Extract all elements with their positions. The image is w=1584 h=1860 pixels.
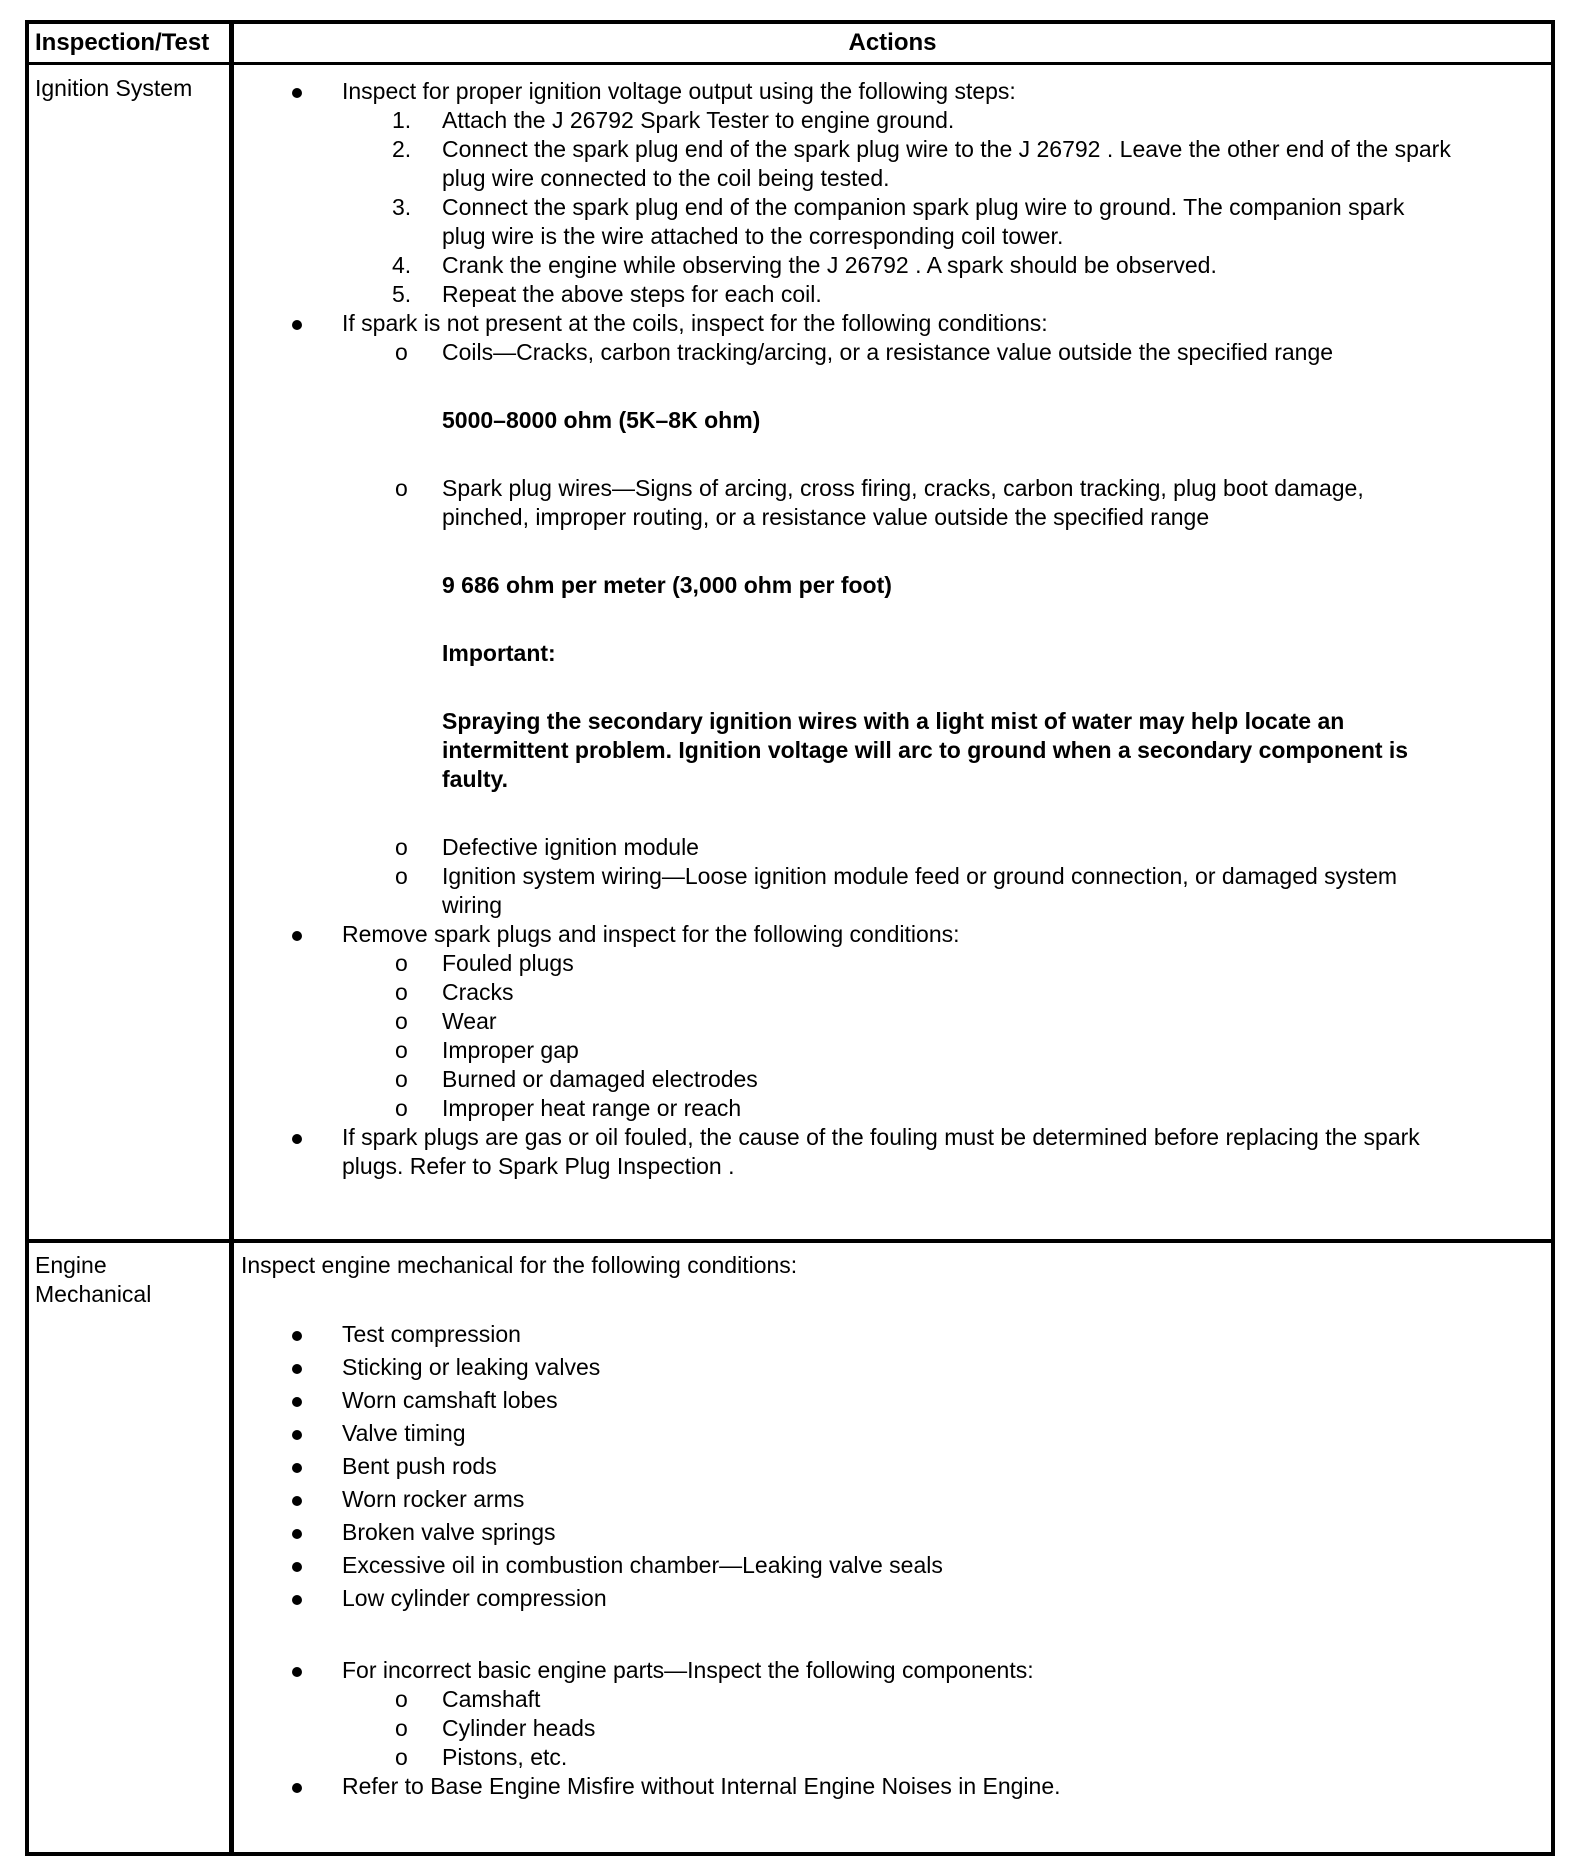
row-divider (29, 1239, 1551, 1243)
sub-item-text: Wear (442, 1008, 497, 1034)
sub-item-text: Fouled plugs (442, 950, 574, 976)
sub-bullet-icon: o (395, 979, 408, 1005)
step-number: 1. (392, 107, 412, 133)
bullet-icon (292, 1562, 302, 1572)
bullet-text: If spark plugs are gas or oil fouled, the cause of the fouling must be determined before replacing the spark (342, 1124, 1420, 1150)
sub-bullet-icon: o (395, 950, 408, 976)
sub-bullet-icon: o (395, 1686, 408, 1712)
inspection-table (25, 20, 1555, 1856)
bullet-text: Worn camshaft lobes (342, 1387, 558, 1413)
step-text: Connect the spark plug end of the companion spark plug wire to ground. The companion spark (442, 194, 1405, 220)
sub-item-text: Pistons, etc. (442, 1744, 568, 1770)
bullet-text: plugs. Refer to Spark Plug Inspection . (342, 1153, 735, 1179)
bullet-icon (292, 1397, 302, 1407)
sub-item-text: Burned or damaged electrodes (442, 1066, 758, 1092)
step-text: Attach the J 26792 Spark Tester to engine ground. (442, 107, 955, 133)
important-text: intermittent problem. Ignition voltage will arc to ground when a secondary component is (442, 737, 1409, 763)
bullet-icon (292, 1463, 302, 1473)
bullet-text: Worn rocker arms (342, 1486, 525, 1512)
sub-item-text: Coils—Cracks, carbon tracking/arcing, or a resistance value outside the specified range (442, 339, 1334, 365)
sub-bullet-icon: o (395, 1744, 408, 1770)
bullet-text: Remove spark plugs and inspect for the following conditions: (342, 921, 960, 947)
bullet-icon (292, 1134, 302, 1144)
bullet-icon (292, 1529, 302, 1539)
header-inspection-test: Inspection/Test (35, 29, 210, 56)
sub-bullet-icon: o (395, 1037, 408, 1063)
row-label-ignition-system: Ignition System (35, 75, 193, 101)
bullet-text: Sticking or leaking valves (342, 1354, 601, 1380)
header-divider (29, 62, 1551, 65)
bullet-text: Broken valve springs (342, 1519, 556, 1545)
step-text: plug wire is the wire attached to the corresponding coil tower. (442, 223, 1064, 249)
bullet-icon (292, 1783, 302, 1793)
sub-bullet-icon: o (395, 1715, 408, 1741)
sub-item-text: Improper heat range or reach (442, 1095, 742, 1121)
sub-item-text: Cylinder heads (442, 1715, 596, 1741)
sub-bullet-icon: o (395, 834, 408, 860)
sub-item-text: pinched, improper routing, or a resistance value outside the specified range (442, 504, 1210, 530)
row-label-engine-mechanical (35, 1251, 225, 1309)
bullet-text: Inspect for proper ignition voltage output using the following steps: (342, 78, 1016, 104)
important-text: Spraying the secondary ignition wires with a light mist of water may help locate an (442, 708, 1345, 734)
step-number: 4. (392, 252, 412, 278)
sub-item-text: Ignition system wiring—Loose ignition module feed or ground connection, or damaged system (442, 863, 1398, 889)
bullet-icon (292, 1364, 302, 1374)
bullet-text: Bent push rods (342, 1453, 497, 1479)
step-text: Crank the engine while observing the J 26792 . A spark should be observed. (442, 252, 1217, 278)
sub-item-text: Defective ignition module (442, 834, 699, 860)
sub-bullet-icon: o (395, 863, 408, 889)
bullet-text: For incorrect basic engine parts—Inspect the following components: (342, 1657, 1034, 1683)
step-number: 2. (392, 136, 412, 162)
bullet-icon (292, 1496, 302, 1506)
bullet-icon (292, 931, 302, 941)
sub-item-text: Improper gap (442, 1037, 579, 1063)
spec-value: 9 686 ohm per meter (3,000 ohm per foot) (442, 572, 892, 598)
bullet-icon (292, 88, 302, 98)
bullet-text: Refer to Base Engine Misfire without Internal Engine Noises in Engine. (342, 1773, 1061, 1799)
step-number: 3. (392, 194, 412, 220)
bullet-text: Excessive oil in combustion chamber—Leaking valve seals (342, 1552, 943, 1578)
column-divider (229, 24, 234, 1852)
important-label: Important: (442, 640, 556, 666)
sub-bullet-icon: o (395, 475, 408, 501)
bullet-icon (292, 1595, 302, 1605)
bullet-text: If spark is not present at the coils, inspect for the following conditions: (342, 310, 1048, 336)
sub-bullet-icon: o (395, 339, 408, 365)
step-text: Connect the spark plug end of the spark plug wire to the J 26792 . Leave the other end of the spark (442, 136, 1451, 162)
sub-item-text: Cracks (442, 979, 514, 1005)
bullet-icon (292, 1430, 302, 1440)
spec-value: 5000–8000 ohm (5K–8K ohm) (442, 407, 761, 433)
bullet-text: Test compression (342, 1321, 521, 1347)
bullet-icon (292, 1667, 302, 1677)
row-label-line: Mechanical (35, 1281, 152, 1307)
sub-bullet-icon: o (395, 1095, 408, 1121)
step-text: plug wire connected to the coil being tested. (442, 165, 890, 191)
row-label-line: Engine (35, 1252, 107, 1278)
bullet-text: Valve timing (342, 1420, 466, 1446)
section-intro: Inspect engine mechanical for the following conditions: (241, 1252, 798, 1278)
important-text: faulty. (442, 766, 509, 792)
header-actions: Actions (848, 29, 937, 56)
step-number: 5. (392, 281, 412, 307)
bullet-icon (292, 320, 302, 330)
sub-bullet-icon: o (395, 1008, 408, 1034)
sub-item-text: wiring (442, 892, 503, 918)
step-text: Repeat the above steps for each coil. (442, 281, 822, 307)
bullet-text: Low cylinder compression (342, 1585, 607, 1611)
sub-bullet-icon: o (395, 1066, 408, 1092)
sub-item-text: Spark plug wires—Signs of arcing, cross firing, cracks, carbon tracking, plug boot damage, (442, 475, 1364, 501)
sub-item-text: Camshaft (442, 1686, 541, 1712)
bullet-icon (292, 1331, 302, 1341)
